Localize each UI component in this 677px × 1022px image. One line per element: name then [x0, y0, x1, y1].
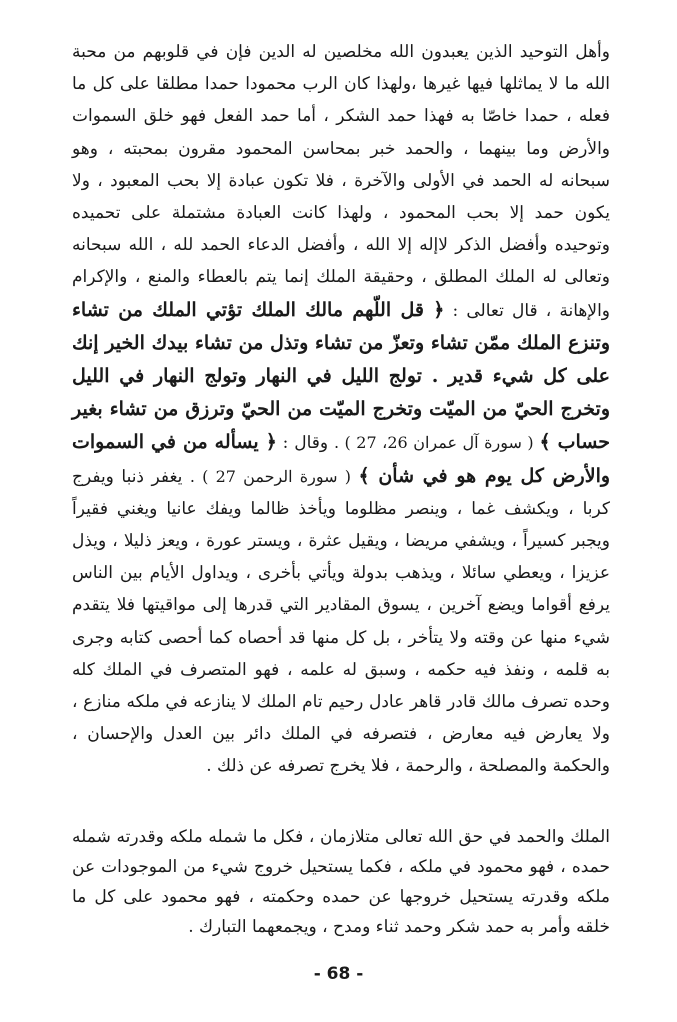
verse-reference: ( سورة آل عمران 26، 27 ) . [333, 433, 534, 453]
paragraph-text: يغفر ذنبا ويفرج كربا ، ويكشف غما ، وينصر مظلوما ويأخذ ظالما ويفك عانيا ويغني فقيراً ويجبر كسيراً ، ويشفي مريضا ، ويقيل عثرة ، ويستر عورة ، ويعز ذليلا ، ويذل عزيزا ، ويعطي سائلا ، ويذهب بدولة ويأتي بأخرى ، ويداول الأيام بين الناس يرفع أقواما ويضع آخرين ، يسوق المقادير التي قدرها إلى مواقيتها فلا يتقدم شيء منها عن وقته ولا يتأخر ، بل كل منها قد أحصاه كما أحصى كتابه وجرى به قلمه ، ونفذ فيه حكمه ، وسبق له علمه ، فهو المتصرف في الملك كله وحده تصرف مالك قادر قاهر عادل رحيم تام الملك لا ينازعه في ملكه منازع ، ولا يعارض فيه معارض ، فتصرفه في الملك دائر بين العدل والإحسان ، والحكمة والمصلحة ، والرحمة ، فلا يخرج تصرفه عن ذلك . [72, 466, 610, 777]
second-paragraph [72, 822, 610, 942]
paragraph-text: وأهل التوحيد الذين يعبدون الله مخلصين له الدين فإن في قلوبهم من محبة الله ما لا يماثلها فيها غيرها ،ولهذا كان الرب محمودا حمدا مطلقا على كل ما فعله ، حمدا خاصّا به فهذا حمد الشكر ، أما حمد الفعل فهو خلق السموات والأرض وما بينهما ، والحمد خبر بمحاسن المحمود مقرون بمحبته ، وهو سبحانه له الحمد في الأولى والآخرة ، فلا تكون عبادة إلا بحب المعبود ، ولا يكون حمد إلا بحب المحمود ، ولهذا كانت العبادة مشتملة على تحميده وتوحيده وأفضل الذكر لاإله إلا الله ، وأفضل الدعاء الحمد لله ، الله سبحانه وتعالى له الملك المطلق ، وحقيقة الملك إنما يتم بالعطاء والمنع ، والإكرام والإهانة ، قال تعالى : [72, 42, 610, 321]
main-paragraph [72, 36, 610, 783]
page-number: - 68 - [313, 964, 364, 984]
quran-verse-al-imran: ﴿ قل اللّهم مالك الملك تؤتي الملك من تشاء وتنزع الملك ممّن تشاء وتعزّ من تشاء وتذل من تشاء بيدك الخير إنك على كل شيء قدير . تولج الليل في النهار وتولج النهار في الليل وتخرج الحيّ من الميّت وتخرج الميّت من الحيّ وترزق من تشاء بغير حساب ﴾ [72, 298, 611, 454]
paragraph-text: وقال : [282, 433, 329, 454]
paragraph-text: الملك والحمد في حق الله تعالى متلازمان ، فكل ما شمله ملكه وقدرته شمله حمده ، فهو محمود في ملكه ، فكما يستحيل خروج شيء من الموجودات عن ملكه وقدرته يستحيل خروجها عن حمده وحكمته ، فهو محمود على كل ما خلقه وأمر به حمد شكر وحمد ثناء ومدح ، ويجمعهما التبارك . [72, 827, 610, 937]
quran-verse-ar-rahman: ﴿ يسأله من في السموات والأرض كل يوم هو في شأن ﴾ [72, 431, 611, 487]
verse-reference: ( سورة الرحمن 27 ) . [189, 466, 351, 486]
